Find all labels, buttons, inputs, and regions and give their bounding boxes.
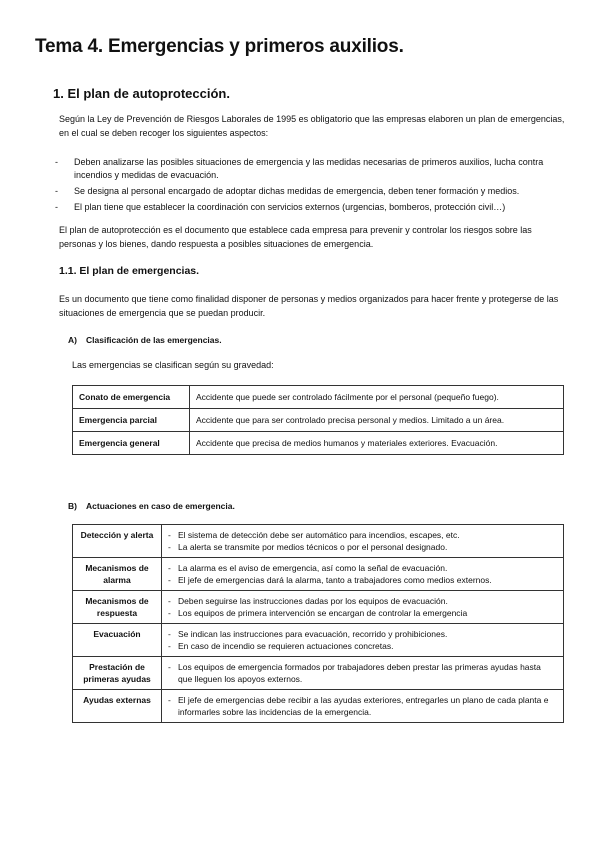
table-cell-label: Detección y alerta xyxy=(73,525,162,558)
item-dash: - xyxy=(168,608,171,618)
table-row xyxy=(73,432,564,455)
table-cell-label: Ayudas externas xyxy=(73,690,162,723)
table-row xyxy=(73,690,564,723)
bullet-dash: - xyxy=(55,157,58,167)
section-1-1-heading: 1.1. El plan de emergencias. xyxy=(59,265,200,277)
item-dash: - xyxy=(168,575,171,585)
list-item xyxy=(168,694,557,718)
section-1-bullet-list xyxy=(55,156,575,217)
emergency-classification-table xyxy=(72,385,564,455)
item-text: Los equipos de primera intervención se encargan de controlar la emergencia xyxy=(178,608,468,618)
table-cell-label: Prestación de primeras ayudas xyxy=(73,657,162,690)
item-text: En caso de incendio se requieren actuaciones concretas. xyxy=(178,641,394,651)
list-item xyxy=(55,185,575,198)
item-text: El jefe de emergencias debe recibir a las ayudas exteriores, entregarles un plano de cada planta e informarles sobre las incidencias de la emergencia. xyxy=(178,695,549,717)
list-item xyxy=(168,595,557,607)
page-title: Tema 4. Emergencias y primeros auxilios. xyxy=(35,36,404,57)
item-text: Se indican las instrucciones para evacuación, recorrido y prohibiciones. xyxy=(178,629,448,639)
subsection-a-heading xyxy=(68,335,222,345)
emergency-actions-table xyxy=(72,524,564,723)
table-cell-label: Conato de emergencia xyxy=(73,386,190,409)
item-dash: - xyxy=(168,596,171,606)
table-row xyxy=(73,525,564,558)
subsection-a-intro: Las emergencias se clasifican según su gravedad: xyxy=(72,360,274,370)
item-text: El sistema de detección debe ser automático para incendios, escapes, etc. xyxy=(178,530,460,540)
list-item xyxy=(168,628,557,640)
list-item xyxy=(168,529,557,541)
table-row xyxy=(73,386,564,409)
item-dash: - xyxy=(168,695,171,705)
subsection-b-letter: B) xyxy=(68,501,77,511)
item-text: Deben seguirse las instrucciones dadas por los equipos de evacuación. xyxy=(178,596,448,606)
bullet-dash: - xyxy=(55,186,58,196)
subsection-b-title: Actuaciones en caso de emergencia. xyxy=(86,501,235,511)
table-cell-items xyxy=(162,624,564,657)
bullet-text: Deben analizarse las posibles situaciones de emergencia y las medidas necesarias de primeros auxilios, lucha contra incendios y medidas de evacuación. xyxy=(74,157,544,180)
item-dash: - xyxy=(168,542,171,552)
item-text: El jefe de emergencias dará la alarma, tanto a trabajadores como medios externos. xyxy=(178,575,492,585)
table-cell-label: Mecanismos de alarma xyxy=(73,558,162,591)
section-1-closing: El plan de autoprotección es el documento que establece cada empresa para prevenir y controlar los riesgos sobre las personas y los bienes, dando respuesta a posibles situaciones de emergencia. xyxy=(59,225,532,249)
list-item xyxy=(168,607,557,619)
item-dash: - xyxy=(168,641,171,651)
list-item xyxy=(55,156,575,182)
table-cell-text: Accidente que precisa de medios humanos y materiales exteriores. Evacuación. xyxy=(190,432,564,455)
subsection-a-title: Clasificación de las emergencias. xyxy=(86,335,222,345)
table-cell-items xyxy=(162,657,564,690)
list-item xyxy=(168,541,557,553)
subsection-a-letter: A) xyxy=(68,335,77,345)
bullet-text: El plan tiene que establecer la coordinación con servicios externos (urgencias, bomberos, protección civil…) xyxy=(74,202,506,212)
table-cell-items xyxy=(162,525,564,558)
table-row xyxy=(73,657,564,690)
item-text: Los equipos de emergencia formados por trabajadores deben prestar las primeras ayudas hasta que lleguen los apoyos externos. xyxy=(178,662,541,684)
table-cell-items xyxy=(162,591,564,624)
table-row xyxy=(73,409,564,432)
list-item xyxy=(168,640,557,652)
item-text: La alerta se transmite por medios técnicos o por el personal designado. xyxy=(178,542,448,552)
list-item xyxy=(168,661,557,685)
item-dash: - xyxy=(168,629,171,639)
bullet-text: Se designa al personal encargado de adoptar dichas medidas de emergencia, deben tener formación y medios. xyxy=(74,186,520,196)
table-row xyxy=(73,624,564,657)
section-1-intro: Según la Ley de Prevención de Riesgos Laborales de 1995 es obligatorio que las empresas elaboren un plan de emergencias, en el cual se deben recoger los siguientes aspectos: xyxy=(59,114,565,138)
table-cell-label: Emergencia general xyxy=(73,432,190,455)
item-dash: - xyxy=(168,563,171,573)
list-item xyxy=(168,574,557,586)
bullet-dash: - xyxy=(55,202,58,212)
table-cell-label: Mecanismos de respuesta xyxy=(73,591,162,624)
table-row xyxy=(73,591,564,624)
table-cell-text: Accidente que para ser controlado precisa personal y medios. Limitado a un área. xyxy=(190,409,564,432)
table-cell-items xyxy=(162,690,564,723)
item-dash: - xyxy=(168,662,171,672)
table-row xyxy=(73,558,564,591)
table-cell-text: Accidente que puede ser controlado fácilmente por el personal (pequeño fuego). xyxy=(190,386,564,409)
item-dash: - xyxy=(168,530,171,540)
subsection-b-heading xyxy=(68,501,235,511)
table-cell-items xyxy=(162,558,564,591)
table-cell-label: Evacuación xyxy=(73,624,162,657)
section-1-1-intro: Es un documento que tiene como finalidad disponer de personas y medios organizados para hacer frente y protegerse de las situaciones de emergencia que se puedan producir. xyxy=(59,294,559,318)
table-cell-label: Emergencia parcial xyxy=(73,409,190,432)
section-1-heading: 1. El plan de autoprotección. xyxy=(53,86,230,101)
list-item xyxy=(55,201,575,214)
item-text: La alarma es el aviso de emergencia, así como la señal de evacuación. xyxy=(178,563,448,573)
list-item xyxy=(168,562,557,574)
